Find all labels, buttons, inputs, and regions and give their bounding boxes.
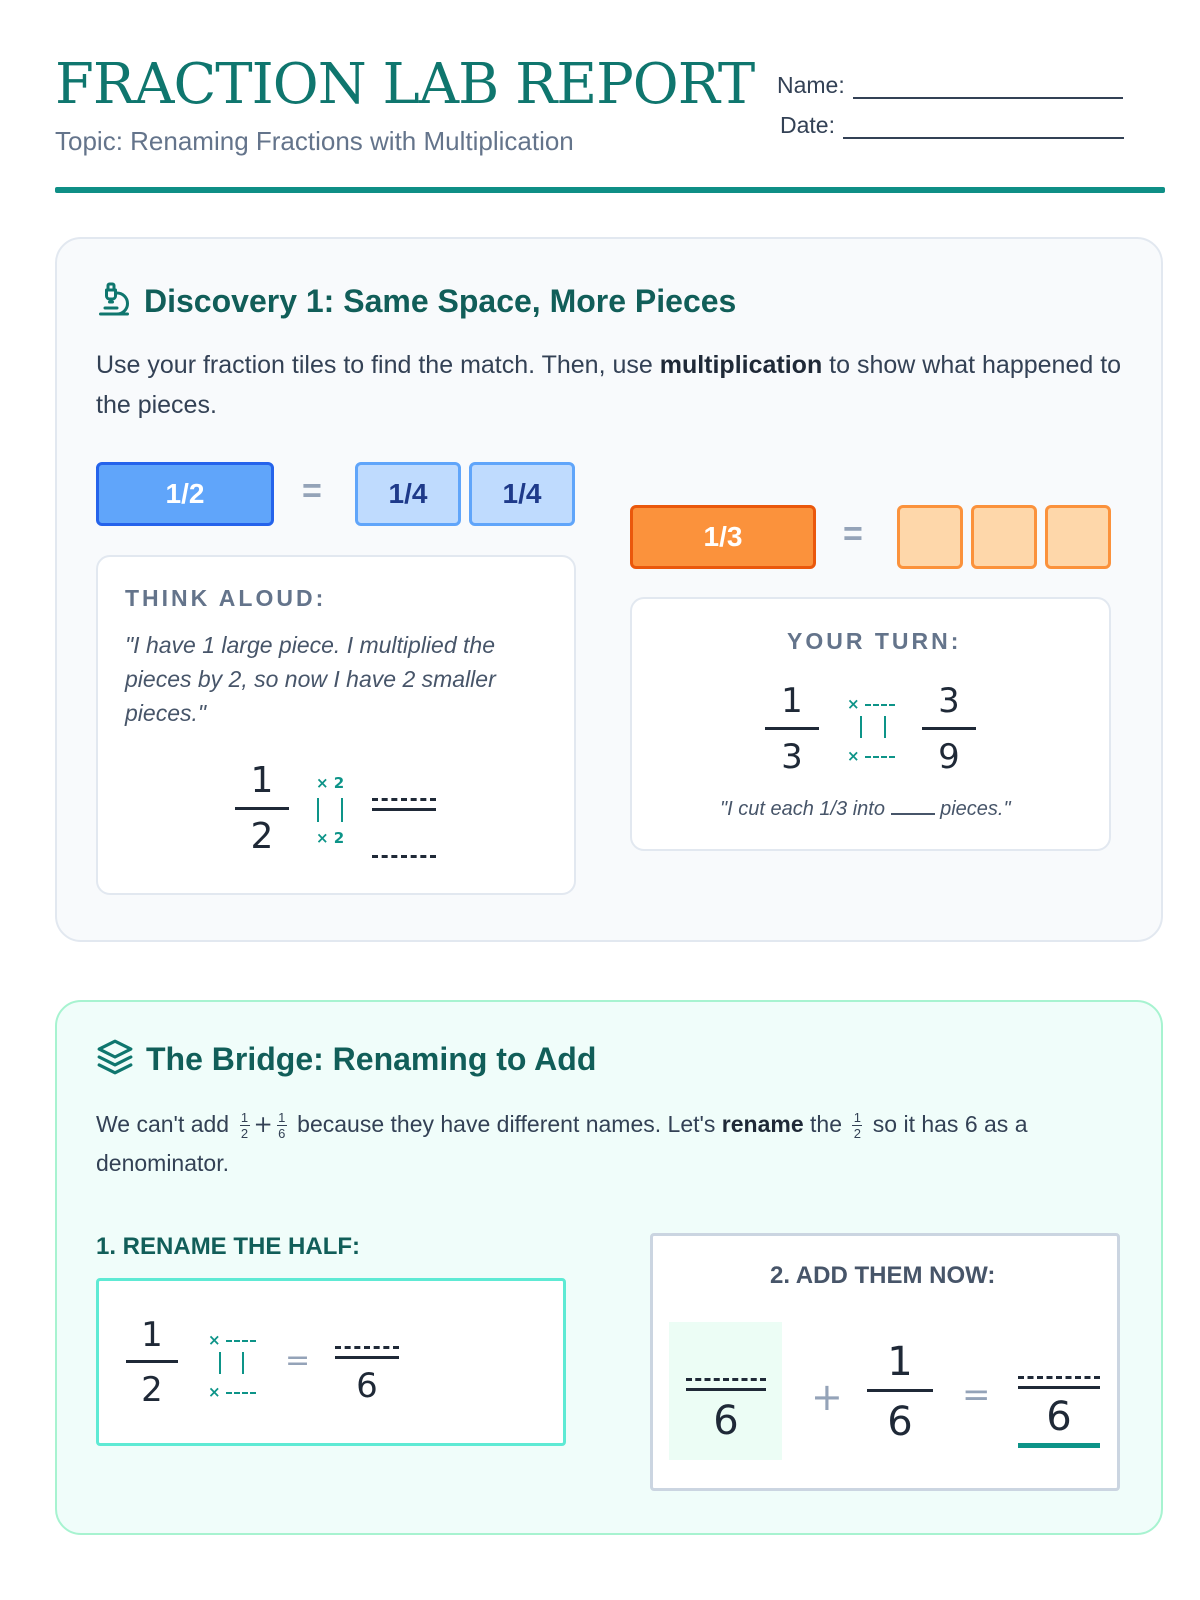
- fraction-one-sixth: [867, 1339, 933, 1445]
- tile-ninth-empty[interactable]: [1045, 505, 1111, 569]
- renamed-fraction[interactable]: [686, 1378, 766, 1444]
- denominator: 6: [1046, 1394, 1072, 1440]
- denominator: 6: [887, 1399, 913, 1445]
- multiply-top: × 2: [316, 774, 345, 792]
- think-aloud-label: THINK ALOUD:: [125, 585, 327, 611]
- bridge-text-1: We can't add: [96, 1111, 236, 1137]
- tile-one-quarter[interactable]: 1/4: [469, 462, 575, 526]
- answer-blank-fraction[interactable]: [372, 798, 436, 811]
- multiply-bottom: [208, 1385, 256, 1400]
- denominator: 2: [250, 816, 274, 857]
- fraction-one-third: [765, 681, 819, 777]
- name-field-row: [777, 72, 1123, 99]
- multiply-bottom: × 2: [316, 829, 345, 847]
- quote-text-2: pieces.": [934, 798, 1011, 820]
- sum-answer-fraction[interactable]: [1018, 1376, 1100, 1448]
- denominator: 2: [240, 1126, 249, 1142]
- your-turn-label: YOUR TURN:: [787, 628, 962, 654]
- connector-line: [884, 716, 886, 738]
- answer-underline: [1018, 1443, 1100, 1448]
- date-label: Date:: [780, 112, 835, 138]
- numerator: 1: [278, 1110, 286, 1126]
- fraction-three-ninths: [922, 681, 976, 777]
- your-turn-quote: [720, 792, 1011, 826]
- step1-label: 1. RENAME THE HALF:: [96, 1233, 360, 1260]
- instructions-text-1: Use your fraction tiles to find the match. Then, use: [96, 351, 660, 379]
- fraction-one-half: [126, 1315, 178, 1410]
- equals-sign: =: [302, 472, 322, 510]
- numerator-blank[interactable]: [1018, 1376, 1100, 1379]
- connector-line: [317, 798, 319, 822]
- tile-one-third[interactable]: 1/3: [630, 505, 816, 569]
- equals-sign: =: [962, 1375, 991, 1415]
- tile-ninth-empty[interactable]: [971, 505, 1037, 569]
- date-input-line[interactable]: [843, 115, 1124, 139]
- instructions-text-2: to show what happened to the pieces.: [96, 351, 1122, 419]
- connector-line: [242, 1352, 244, 1374]
- bridge-instructions: [96, 1105, 1136, 1182]
- discovery-header: [96, 280, 736, 323]
- instructions-bold: multiplication: [659, 351, 823, 379]
- bridge-text-4: so it has 6 as a denominator.: [96, 1111, 1028, 1176]
- connector-line: [341, 798, 343, 822]
- pieces-blank[interactable]: [891, 813, 935, 815]
- bridge-text-3: the: [803, 1111, 849, 1137]
- microscope-icon: [96, 280, 132, 323]
- bridge-text-2: because they have different names. Let's: [290, 1111, 722, 1137]
- plus-sign: +: [253, 1112, 273, 1138]
- denominator: 2: [141, 1370, 163, 1410]
- numerator: 1: [887, 1339, 913, 1385]
- quote-text-1: "I cut each 1/3 into: [720, 798, 891, 820]
- denominator: 2: [853, 1126, 861, 1142]
- denominator: 3: [781, 737, 803, 777]
- multiply-top: [208, 1333, 256, 1348]
- equals-sign: =: [843, 515, 863, 553]
- name-input-line[interactable]: [853, 75, 1123, 99]
- answer-fraction[interactable]: [335, 1346, 399, 1406]
- discovery-instructions: [96, 345, 1126, 425]
- step2-label: 2. ADD THEM NOW:: [770, 1262, 996, 1289]
- numerator-blank[interactable]: [686, 1378, 766, 1381]
- think-aloud-quote: "I have 1 large piece. I multiplied the pieces by 2, so now I have 2 smaller pieces.": [125, 632, 496, 726]
- answer-blank-denominator[interactable]: [372, 855, 436, 858]
- multiply-symbol: ×: [208, 1383, 221, 1401]
- tile-ninth-empty[interactable]: [897, 505, 963, 569]
- denominator: 6: [713, 1398, 739, 1444]
- inline-fraction-half: [852, 1111, 862, 1140]
- tile-one-quarter[interactable]: 1/4: [355, 462, 461, 526]
- inline-fraction-sixth: [277, 1111, 287, 1140]
- multiply-symbol: ×: [847, 747, 860, 765]
- numerator: 1: [250, 760, 274, 801]
- numerator: 1: [240, 1110, 249, 1126]
- bridge-bold: rename: [721, 1111, 804, 1137]
- page-subtitle: Topic: Renaming Fractions with Multiplication: [55, 126, 574, 156]
- bridge-header: [96, 1038, 596, 1081]
- denominator: 9: [938, 737, 960, 777]
- tile-one-half[interactable]: 1/2: [96, 462, 274, 526]
- header-divider: [55, 187, 1165, 193]
- numerator: 1: [853, 1110, 861, 1126]
- name-label: Name:: [777, 72, 845, 98]
- denominator: 6: [356, 1366, 378, 1406]
- multiplier-blank[interactable]: [226, 1340, 256, 1342]
- fraction-one-half: [235, 760, 289, 857]
- multiply-symbol: ×: [847, 695, 860, 713]
- multiply-bottom: [847, 749, 895, 764]
- date-field-row: [780, 112, 1124, 139]
- numerator-blank[interactable]: [335, 1346, 399, 1349]
- inline-fraction-half: [240, 1111, 250, 1140]
- multiplier-blank[interactable]: [226, 1392, 256, 1394]
- discovery-title: Discovery 1: Same Space, More Pieces: [144, 283, 737, 319]
- multiplier-blank[interactable]: [865, 704, 895, 706]
- numerator: 1: [141, 1315, 163, 1355]
- denominator: 6: [278, 1126, 286, 1142]
- numerator: 1: [781, 681, 803, 721]
- numerator: 3: [938, 681, 960, 721]
- multiply-symbol: ×: [208, 1331, 221, 1349]
- multiplier-blank[interactable]: [865, 756, 895, 758]
- layers-icon: [96, 1038, 134, 1081]
- bridge-title: The Bridge: Renaming to Add: [146, 1041, 597, 1077]
- page-title: FRACTION LAB REPORT: [55, 52, 755, 117]
- equals-sign: =: [285, 1343, 311, 1378]
- multiply-top: [847, 697, 895, 712]
- plus-sign: +: [811, 1375, 843, 1419]
- connector-line: [219, 1352, 221, 1374]
- connector-line: [860, 716, 862, 738]
